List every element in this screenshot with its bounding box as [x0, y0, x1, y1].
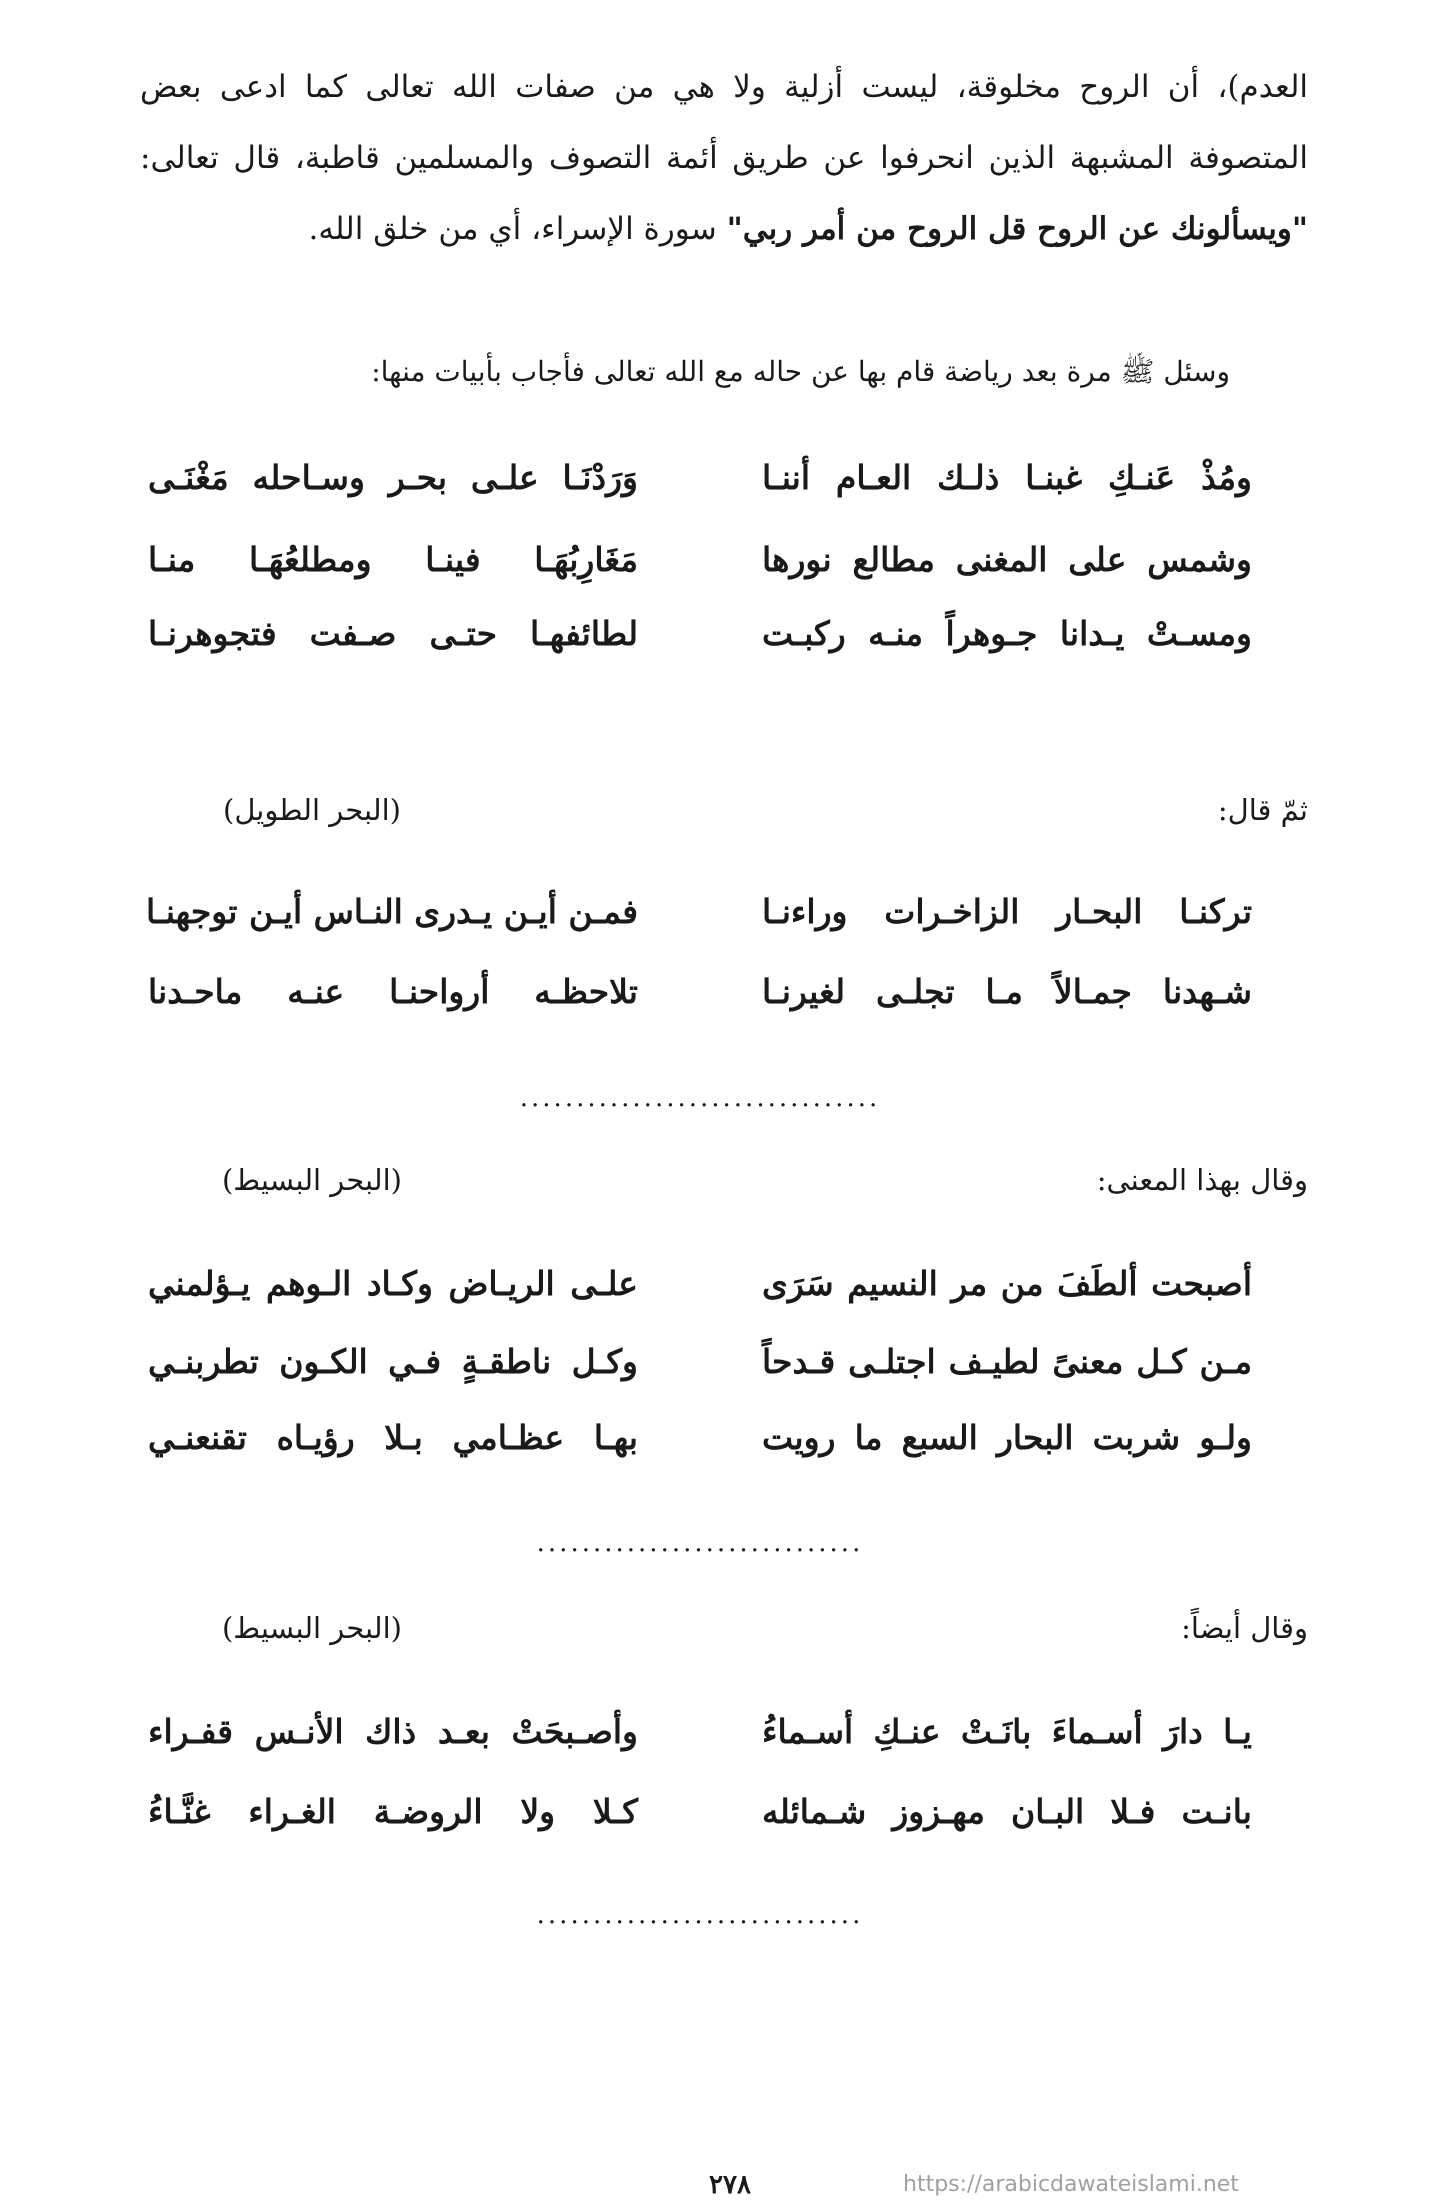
verse-left: تلاحظـه أرواحنـا عنـه ماحـدنا — [148, 972, 638, 1011]
dotted-separator: ................................ — [519, 1083, 881, 1113]
verse-left: لطائفهـا حتـى صـفت فتجوهرنـا — [148, 614, 638, 653]
verse-left: علـى الريـاض وكـاد الـوهم يـؤلمني — [148, 1264, 638, 1303]
section-label: وقال أيضاً: — [1181, 1611, 1308, 1645]
dotted-separator: ............................. — [536, 1528, 864, 1558]
verse-left: مَغَارِبُهَـا فينـا ومطلعُهَـا منـا — [148, 540, 638, 579]
verse-left: فمـن أيـن يـدرى النـاس أيـن توجهنـا — [145, 892, 638, 931]
verse-right: مـن كـل معنىً لطيـف اجتلـى قـدحاً — [762, 1342, 1252, 1381]
verse-right: ومُذْ عَنـكِ غبنـا ذلـك العـام أننـا — [762, 458, 1252, 497]
verse-right: ومسـتْ يـدانا جـوهراً منـه ركبـت — [762, 614, 1252, 653]
quran-quote: "ويسألونك عن الروح قل الروح من أمر ربي" — [726, 211, 1308, 247]
verse-right: أصبحت ألطَفَ من مر النسيم سَرَى — [762, 1264, 1252, 1303]
meter-label: (البحر الطويل) — [223, 793, 401, 827]
website-url[interactable]: https://arabicdawateislami.net — [903, 2172, 1239, 2197]
dotted-separator: ............................. — [536, 1900, 864, 1930]
verse-left: وكـل ناطقـةٍ فـي الكـون تطربنـي — [148, 1342, 638, 1381]
section-label: وقال بهذا المعنى: — [1096, 1163, 1308, 1197]
paragraph-text-1: العدم)، أن الروح مخلوقة، ليست أزلية ولا هي من صفات الله تعالى كما ادعى بعض المتصوفة المشبهة الذين انحرفوا عن طريق أئمة التصوف والمسلمين قاطبة، قال تعالى: — [140, 69, 1308, 176]
verse-left: وَرَدْنَـا علـى بحـر وسـاحله مَغْنَـى — [148, 458, 638, 497]
verse-right: ولـو شربت البحار السبع ما رويت — [762, 1418, 1252, 1457]
meter-label: (البحر البسيط) — [221, 1163, 402, 1197]
verse-right: يـا دارَ أسـماءَ بانَـتْ عنـكِ أسـماءُ — [762, 1712, 1252, 1751]
verse-left: وأصـبحَتْ بعـد ذاك الأنـس قفـراء — [148, 1712, 638, 1751]
meter-label: (البحر البسيط) — [221, 1611, 402, 1645]
verse-right: شـهدنا جمـالاً مـا تجلـى لغيرنـا — [762, 972, 1252, 1011]
verse-right: وشمس على المغنى مطالع نورها — [762, 540, 1252, 579]
verse-left: كـلا ولا الروضـة الغـراء غنَّـاءُ — [148, 1792, 638, 1831]
intro-paragraph — [140, 52, 1308, 265]
verse-left: بهـا عظـامي بـلا رؤيـاه تقنعنـي — [148, 1418, 638, 1457]
section-label: ثمّ قال: — [1217, 793, 1308, 827]
paragraph-text-2: سورة الإسراء، أي من خلق الله. — [308, 211, 727, 247]
poem-intro-line: وسئل ﷺ مرة بعد رياضة قام بها عن حاله مع الله تعالى فأجاب بأبيات منها: — [371, 355, 1230, 388]
verse-right: تركنـا البحـار الزاخـرات وراءنـا — [762, 892, 1252, 931]
page-number: ٢٧٨ — [709, 2170, 751, 2200]
verse-right: بانـت فـلا البـان مهـزوز شـمائله — [762, 1792, 1252, 1831]
